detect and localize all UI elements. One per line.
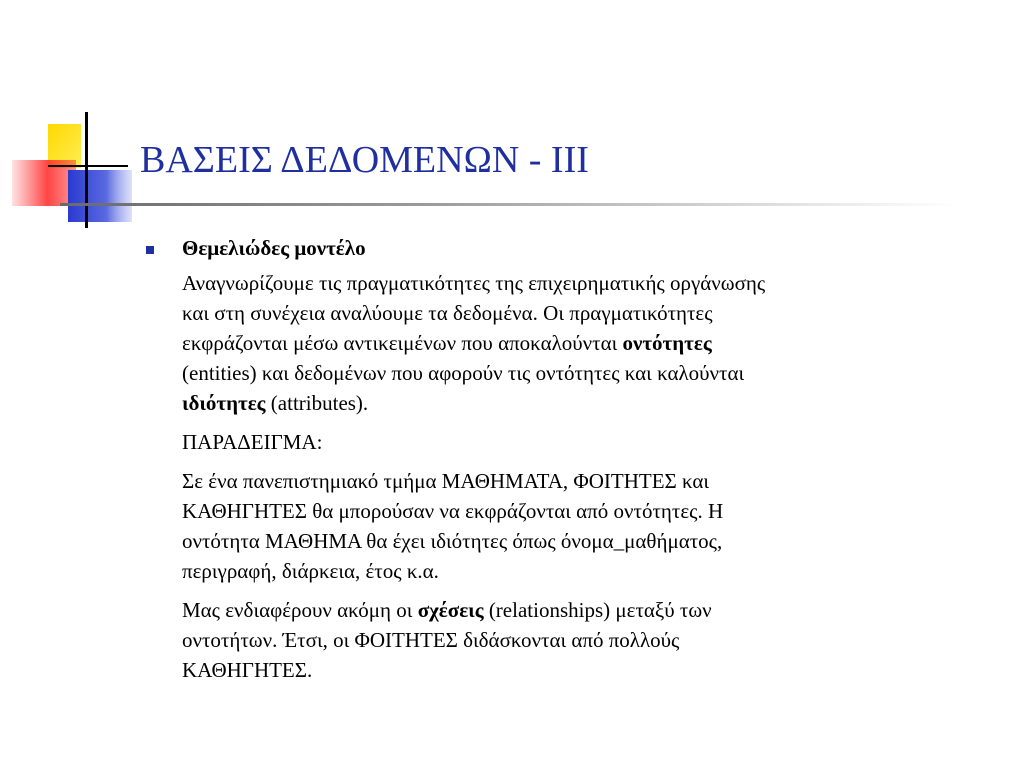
text-run: εκφράζονται μέσω αντικειμένων που αποκαλούνται [182,331,623,355]
text-line: Σε ένα πανεπιστημιακό τμήμα ΜΑΘΗΜΑΤΑ, ΦΟΙΤΗΤΕΣ και [182,469,710,493]
term-relationships: σχέσεις [417,598,484,622]
horizontal-black-line [48,165,128,167]
title-underline [60,203,960,206]
paragraph-relationships [182,595,982,685]
text-line: και στη συνέχεια αναλύουμε τα δεδομένα. Οι πραγματικότητες [182,301,713,325]
text-run: Μας ενδιαφέρουν ακόμη οι [182,598,418,622]
text-line: περιγραφή, διάρκεια, έτος κ.α. [182,559,439,583]
text-line: ΚΑΘΗΓΗΤΕΣ. [182,658,313,682]
text-line: Αναγνωρίζουμε τις πραγματικότητες της επιχειρηματικής οργάνωσης [182,271,766,295]
text-line: (entities) και δεδομένων που αφορούν τις οντότητες και καλούνται [182,361,745,385]
paragraph-example [182,466,982,586]
text-line: οντότητα ΜΑΘΗΜΑ θα έχει ιδιότητες όπως όνομα_μαθήματος, [182,529,723,553]
blue-square [68,170,132,222]
vertical-black-line [85,112,88,228]
text-line: ΠΑΡΑΔΕΙΓΜΑ: [182,430,323,454]
text-run: (attributes). [265,391,369,415]
text-run: (relationships) μεταξύ των [483,598,712,622]
bullet-heading: Θεμελιώδες μοντέλο [182,236,366,260]
paragraph-definition [182,268,982,418]
term-attributes: ιδιότητες [182,391,266,415]
text-line [182,328,982,358]
text-line [182,595,982,625]
slide-body [182,268,982,694]
term-entities: οντότητες [622,331,712,355]
paragraph-example-label [182,427,982,457]
text-line: οντοτήτων. Έτσι, οι ΦΟΙΤΗΤΕΣ διδάσκονται από πολλούς [182,628,680,652]
text-line: ΚΑΘΗΓΗΤΕΣ θα μπορούσαν να εκφράζονται από οντότητες. Η [182,499,724,523]
text-line [182,388,982,418]
slide-title: ΒΑΣΕΙΣ ΔΕΔΟΜΕΝΩΝ - III [140,139,589,181]
square-bullet-icon [146,246,154,254]
